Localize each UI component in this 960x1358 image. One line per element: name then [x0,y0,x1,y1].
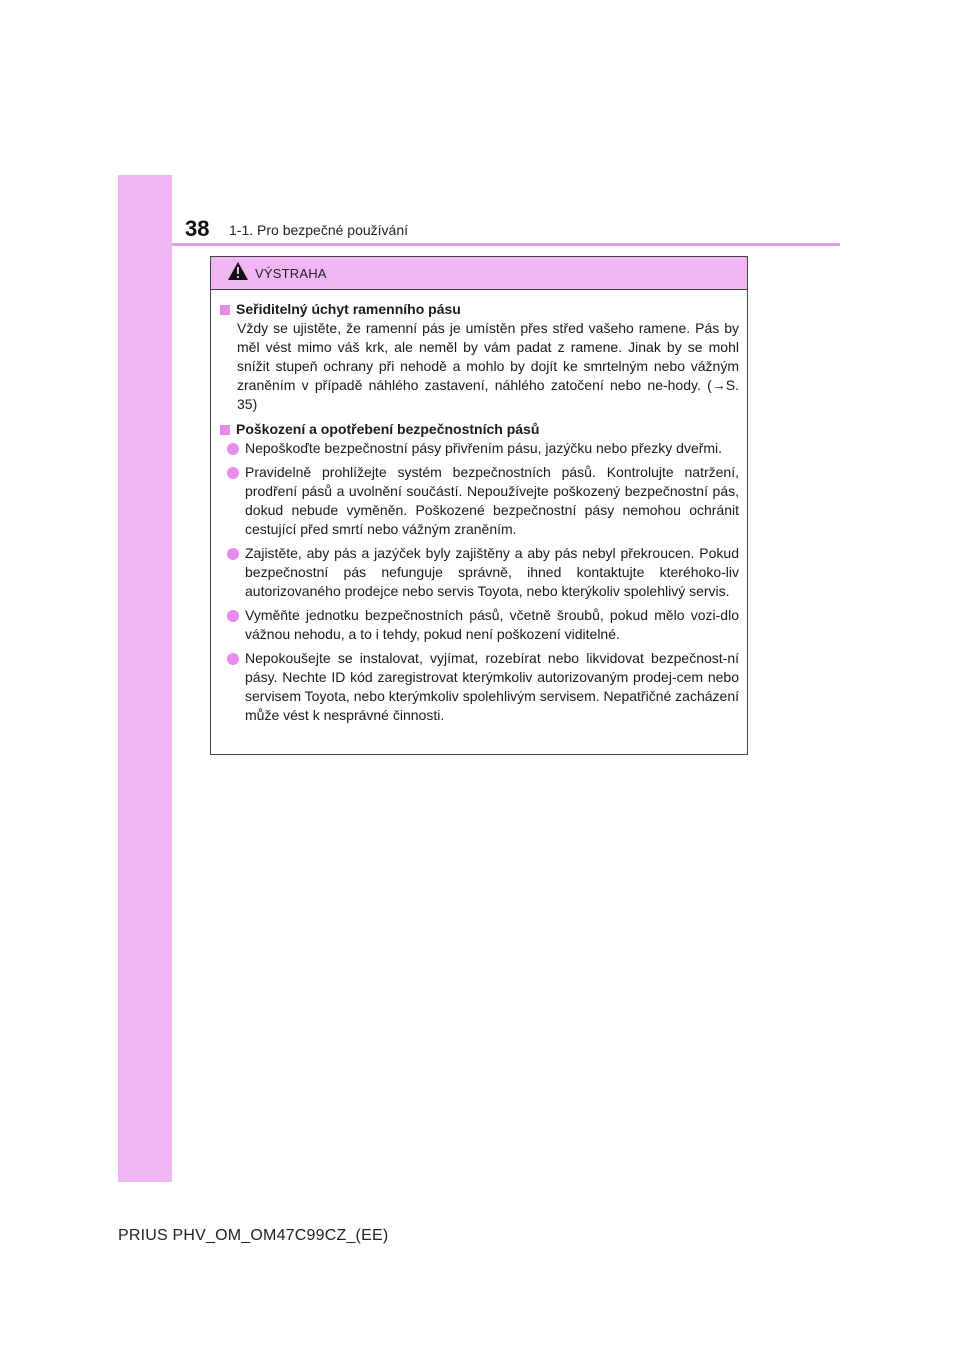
topic-belt-damage [219,420,739,725]
topic-shoulder-anchor [219,300,739,414]
header-divider [172,243,840,246]
list-item-text: Vyměňte jednotku bezpečnostních pásů, včetně šroubů, pokud mělo vozi-dlo vážnou nehodu, a to i tehdy, pokud není poškození viditelné. [245,607,739,642]
square-bullet-icon [220,425,230,435]
warning-header [211,257,747,290]
list-item-text: Pravidelně prohlížejte systém bezpečnostních pásů. Kontrolujte natržení, prodření pásů a uvolnění součástí. Nepoužívejte poškozený bezpečnostní pás, dokud nebude vyměněn. Poškozené bezpečnostní pásy nemohou ochránit cestující před smrtí nebo vážným zraněním. [245,464,739,537]
list-item [227,544,739,601]
topic-heading [219,420,739,439]
list-item-text: Nepoškoďte bezpečnostní pásy přivřením pásu, jazýčku nebo přezky dveřmi. [245,440,723,456]
document-code-footer: PRIUS PHV_OM_OM47C99CZ_(EE) [118,1227,389,1244]
list-item-text: Zajistěte, aby pás a jazýček byly zajištěny a aby pás nebyl překroucen. Pokud bezpečnostní pás nefunguje správně, ihned kontaktujte kteréhoko-liv autorizovaného prodejce nebo servis Toyota, nebo kterýkoliv spolehlivý servis. [245,545,739,599]
list-item [227,649,739,725]
round-bullet-icon [227,467,239,479]
list-item-text: Nepokoušejte se instalovat, vyjímat, rozebírat nebo likvidovat bezpečnost-ní pásy. Nechte ID kód zaregistrovat kterýmkoliv autorizovaným prodej-cem nebo servisem Toyota, nebo kterýmkoliv spolehlivým servisem. Nepatřičné zacházení může vést k nesprávné činnosti. [245,650,739,723]
page-number: 38 [185,216,210,241]
topic-heading-text: Poškození a opotřebení bezpečnostních pásů [236,421,540,437]
round-bullet-icon [227,443,239,455]
list-item [227,463,739,539]
warning-triangle-icon [227,261,249,286]
round-bullet-icon [227,610,239,622]
side-tab-band [118,175,172,1182]
list-item [227,439,739,458]
round-bullet-icon [227,653,239,665]
list-item [227,606,739,644]
topic-paragraph: Vždy se ujistěte, že ramenní pás je umístěn přes střed vašeho ramene. Pás by měl vést mimo váš krk, ale neměl by vám padat z ramene. Jinak by se mohl snížit stupeň ochrany při nehodě a mohlo by dojít ke smrtelným nebo vážným zraněním v případě náhlého zastavení, náhlého zatočení nebo ne-hody. (→S. 35) [237,320,739,412]
topic-heading [219,300,739,319]
warning-title: VÝSTRAHA [255,265,327,281]
round-bullet-icon [227,548,239,560]
section-title: 1-1. Pro bezpečné používání [229,222,409,238]
topic-heading-text: Seřiditelný úchyt ramenního pásu [236,301,461,317]
square-bullet-icon [220,305,230,315]
warning-box [210,256,748,755]
warning-body [211,290,747,725]
